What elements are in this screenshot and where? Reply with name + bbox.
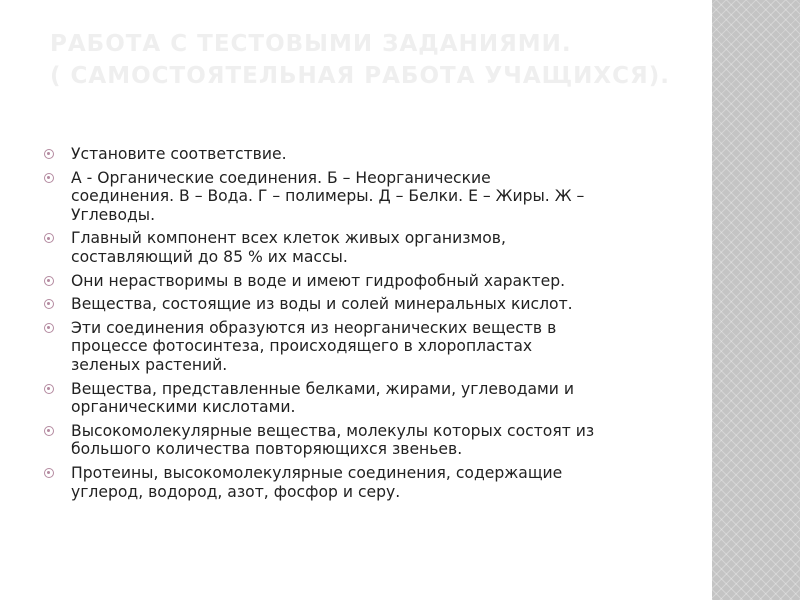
list-item-text: процессе фотосинтеза, происходящего в хлоропластах bbox=[71, 337, 533, 356]
list-item-text: Протеины, высокомолекулярные соединения, содержащие bbox=[71, 463, 563, 482]
list-item-text: Углеводы. bbox=[71, 205, 156, 224]
circle-bullet-icon bbox=[44, 323, 54, 333]
list-item bbox=[44, 169, 674, 225]
list-item-text: Установите соответствие. bbox=[71, 145, 287, 163]
list-item-text: Вещества, состоящие из воды и солей минеральных кислот. bbox=[71, 295, 573, 314]
list-item-text: Главный компонент всех клеток живых организмов, bbox=[71, 229, 506, 248]
list-item-text: А - Органические соединения. Б – Неорганические bbox=[71, 168, 491, 187]
circle-bullet-icon bbox=[44, 173, 54, 183]
slide-title bbox=[50, 28, 700, 92]
list-item bbox=[44, 422, 674, 459]
circle-bullet-icon bbox=[44, 299, 54, 309]
list-item-text: Высокомолекулярные вещества, молекулы которых состоят из bbox=[71, 421, 595, 440]
list-item bbox=[44, 380, 674, 417]
list-item bbox=[44, 464, 674, 501]
decorative-side-strip bbox=[712, 0, 800, 600]
circle-bullet-icon bbox=[44, 426, 54, 436]
list-item bbox=[44, 272, 674, 291]
list-item bbox=[44, 295, 674, 314]
title-line-1: РАБОТА С ТЕСТОВЫМИ ЗАДАНИЯМИ. bbox=[50, 31, 572, 57]
list-item bbox=[44, 145, 674, 164]
list-item-text: составляющий до 85 % их массы. bbox=[71, 247, 348, 266]
list-item bbox=[44, 229, 674, 266]
list-item-text: Вещества, представленные белками, жирами, углеводами и bbox=[71, 379, 575, 398]
circle-bullet-icon bbox=[44, 276, 54, 286]
list-item-text: углерод, водород, азот, фосфор и серу. bbox=[71, 482, 401, 501]
list-item-text: Они нерастворимы в воде и имеют гидрофобный характер. bbox=[71, 271, 566, 290]
list-item bbox=[44, 319, 674, 375]
title-line-2: ( САМОСТОЯТЕЛЬНАЯ РАБОТА УЧАЩИХСЯ). bbox=[50, 63, 670, 89]
circle-bullet-icon bbox=[44, 468, 54, 478]
circle-bullet-icon bbox=[44, 233, 54, 243]
circle-bullet-icon bbox=[44, 149, 54, 159]
bullet-list bbox=[44, 145, 674, 506]
circle-bullet-icon bbox=[44, 384, 54, 394]
list-item-text: органическими кислотами. bbox=[71, 398, 296, 417]
list-item-text: соединения. В – Вода. Г – полимеры. Д – Белки. Е – Жиры. Ж – bbox=[71, 187, 585, 206]
list-item-text: Эти соединения образуются из неорганических веществ в bbox=[71, 318, 557, 337]
list-item-text: большого количества повторяющихся звеньев. bbox=[71, 440, 463, 459]
list-item-text: зеленых растений. bbox=[71, 355, 228, 374]
